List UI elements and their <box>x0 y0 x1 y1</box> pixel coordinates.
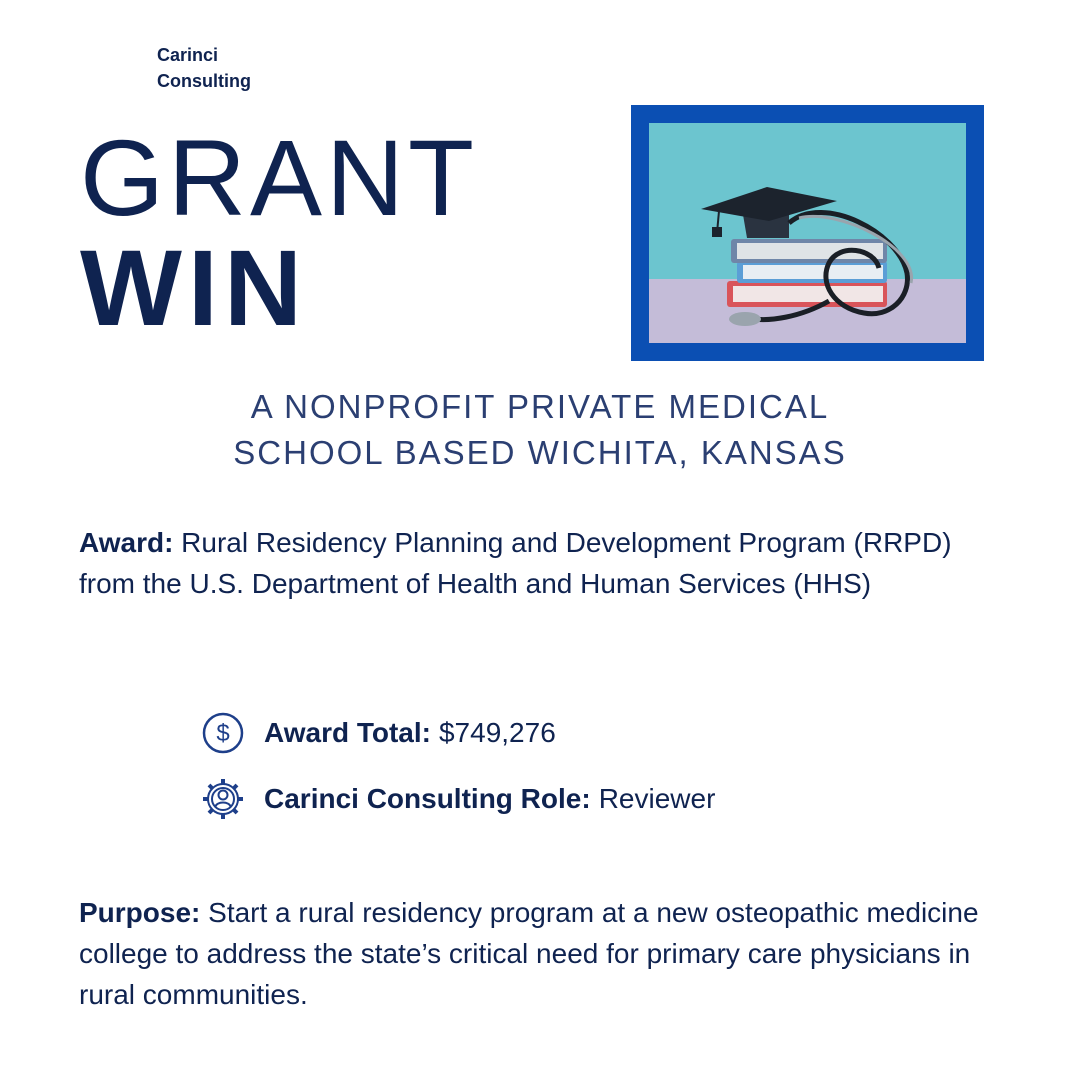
brand-logo <box>157 42 251 94</box>
purpose-paragraph <box>79 892 999 1015</box>
award-total-row <box>201 710 556 756</box>
award-text: Rural Residency Planning and Development Program (RRPD) from the U.S. Department of Health and Human Services (HHS) <box>79 527 952 599</box>
subtitle-line-2: SCHOOL BASED WICHITA, KANSAS <box>233 434 847 471</box>
photo-frame <box>631 105 984 361</box>
subtitle-line-1: A NONPROFIT PRIVATE MEDICAL <box>250 388 830 425</box>
purpose-label: Purpose: <box>79 897 201 928</box>
brand-line-2: Consulting <box>157 71 251 91</box>
award-paragraph <box>79 522 999 604</box>
title-win: WIN <box>80 227 308 348</box>
award-total-label: Award Total: <box>264 717 431 748</box>
consulting-role-label: Carinci Consulting Role: <box>264 783 591 814</box>
purpose-text: Start a rural residency program at a new osteopathic medicine college to address the state’s critical need for primary care physicians in rural communities. <box>79 897 979 1010</box>
title-grant: GRANT <box>80 117 478 238</box>
dollar-circle-icon <box>201 711 245 755</box>
gear-person-icon <box>201 777 245 821</box>
photo-cap-books-stethoscope <box>649 123 966 343</box>
award-total-value: $749,276 <box>438 717 556 748</box>
svg-text:$: $ <box>216 720 230 747</box>
organization-description <box>80 384 1000 476</box>
award-label: Award: <box>79 527 174 558</box>
consulting-role-value: Reviewer <box>598 783 716 814</box>
consulting-role-row <box>201 776 715 822</box>
brand-line-1: Carinci <box>157 45 219 65</box>
